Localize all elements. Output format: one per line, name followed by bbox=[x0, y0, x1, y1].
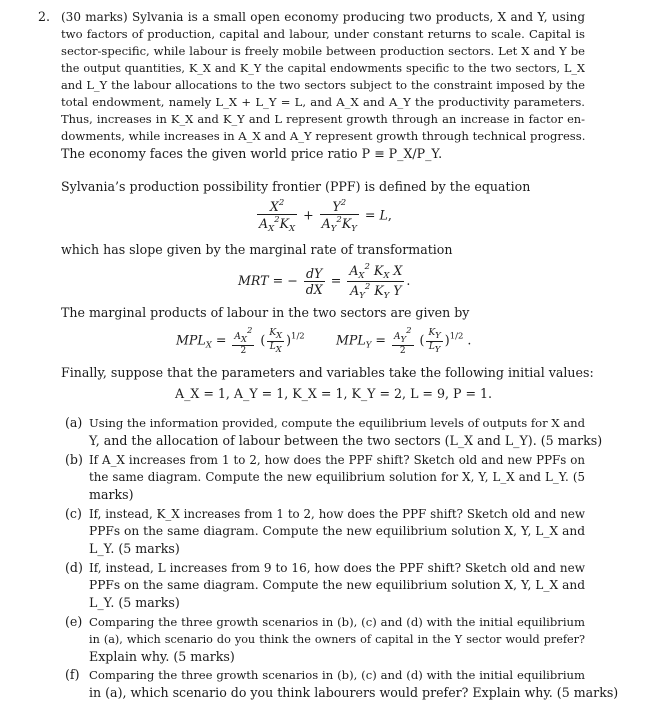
part-e-line-1: Comparing the three growth scenarios in (b), (c) and (d) with the initial equilibrium bbox=[89, 615, 585, 629]
intro-line-7: Thus, increases in K_X and K_Y and L represent growth through an increase in factor en- bbox=[61, 112, 585, 126]
question-number: 2. bbox=[38, 9, 51, 24]
intro-line-6: total endowment, namely L_X + L_Y = L, and A_X and A_Y the productivity parameters. bbox=[61, 95, 585, 109]
intro-line-1: (30 marks) Sylvania is a small open economy producing two products, X and Y, using bbox=[61, 10, 585, 24]
intro-line-5: and L_Y the labour allocations to the two sectors subject to the constraint imposed by the bbox=[61, 78, 585, 92]
part-e-line-3: Explain why. (5 marks) bbox=[89, 649, 235, 664]
mpl-y-equation: $MPL_Y$ = $\frac{AY2}{2}$ ( $\frac{KY}{LY}$ )$^{1/2}$ . bbox=[336, 326, 472, 356]
mrt-equation: MRT = − $\frac{dY}{dX}$ = $\frac{A_X^2 K_X X}{A_Y^2 K_Y Y}$ . bbox=[238, 262, 411, 301]
ppf-text: Sylvania’s production possibility frontier (PPF) is defined by the equation bbox=[61, 179, 531, 194]
part-d-line-1: If, instead, L increases from 9 to 16, how does the PPF shift? Sketch old and new bbox=[89, 561, 585, 575]
part-d-line-3: L_Y. (5 marks) bbox=[89, 595, 180, 610]
part-a-label: (a) bbox=[65, 415, 83, 430]
part-c-line-3: L_Y. (5 marks) bbox=[89, 541, 180, 556]
mpl-text: The marginal products of labour in the two sectors are given by bbox=[61, 305, 470, 320]
part-c-line-1: If, instead, K_X increases from 1 to 2, how does the PPF shift? Sketch old and new bbox=[89, 507, 585, 521]
part-f-line-2: in (a), which scenario do you think labourers would prefer? Explain why. (5 marks) bbox=[89, 685, 619, 700]
ppf-equation: $\frac{X^2}{A_X^2K_X}$ + $\frac{Y^2}{A_Y^2K_Y}$ = L, bbox=[259, 198, 392, 234]
intro-line-4: the output quantities, K_X and K_Y the capital endowments specific to the two sectors, L_X bbox=[61, 62, 585, 75]
part-a-line-2: Y, and the allocation of labour between the two sectors (L_X and L_Y). (5 marks) bbox=[89, 433, 603, 448]
intro-line-2: two factors of production, capital and labour, under constant returns to scale. Capital is bbox=[61, 27, 585, 41]
part-b-line-1: If A_X increases from 1 to 2, how does the PPF shift? Sketch old and new PPFs on bbox=[89, 453, 585, 467]
part-f-line-1: Comparing the three growth scenarios in (b), (c) and (d) with the initial equilibrium bbox=[89, 668, 585, 682]
intro-line-8: dowments, while increases in A_X and A_Y represent growth through technical progress. bbox=[61, 129, 586, 143]
part-b-line-3: marks) bbox=[89, 487, 134, 502]
part-b-line-2: the same diagram. Compute the new equilibrium solution for X, Y, L_X and L_Y. (5 bbox=[89, 470, 585, 484]
intro-line-9: The economy faces the given world price ratio P ≡ P_X/P_Y. bbox=[61, 146, 443, 161]
part-d-line-2: PPFs on the same diagram. Compute the new equilibrium solution X, Y, L_X and bbox=[89, 578, 585, 592]
intro-line-3: sector-specific, while labour is freely mobile between production sectors. Let X and Y be bbox=[61, 44, 585, 58]
part-d-label: (d) bbox=[65, 560, 83, 575]
initial-values: A_X = 1, A_Y = 1, K_X = 1, K_Y = 2, L = 9, P = 1. bbox=[175, 386, 493, 401]
slope-text: which has slope given by the marginal rate of transformation bbox=[61, 242, 453, 257]
part-e-label: (e) bbox=[65, 614, 83, 629]
part-a-line-1: Using the information provided, compute the equilibrium levels of outputs for X and bbox=[89, 416, 586, 430]
part-c-line-2: PPFs on the same diagram. Compute the new equilibrium solution X, Y, L_X and bbox=[89, 524, 585, 538]
part-c-label: (c) bbox=[65, 506, 82, 521]
mpl-x-equation: $MPL_X$ = $\frac{AX2}{2}$ ( $\frac{KX}{LX}$ )$^{1/2}$ bbox=[176, 326, 305, 356]
part-b-label: (b) bbox=[65, 452, 83, 467]
part-f-label: (f) bbox=[65, 667, 80, 682]
part-e-line-2: in (a), which scenario do you think the owners of capital in the Y sector would prefer? bbox=[89, 633, 585, 646]
initial-text: Finally, suppose that the parameters and variables take the following initial values: bbox=[61, 365, 594, 380]
